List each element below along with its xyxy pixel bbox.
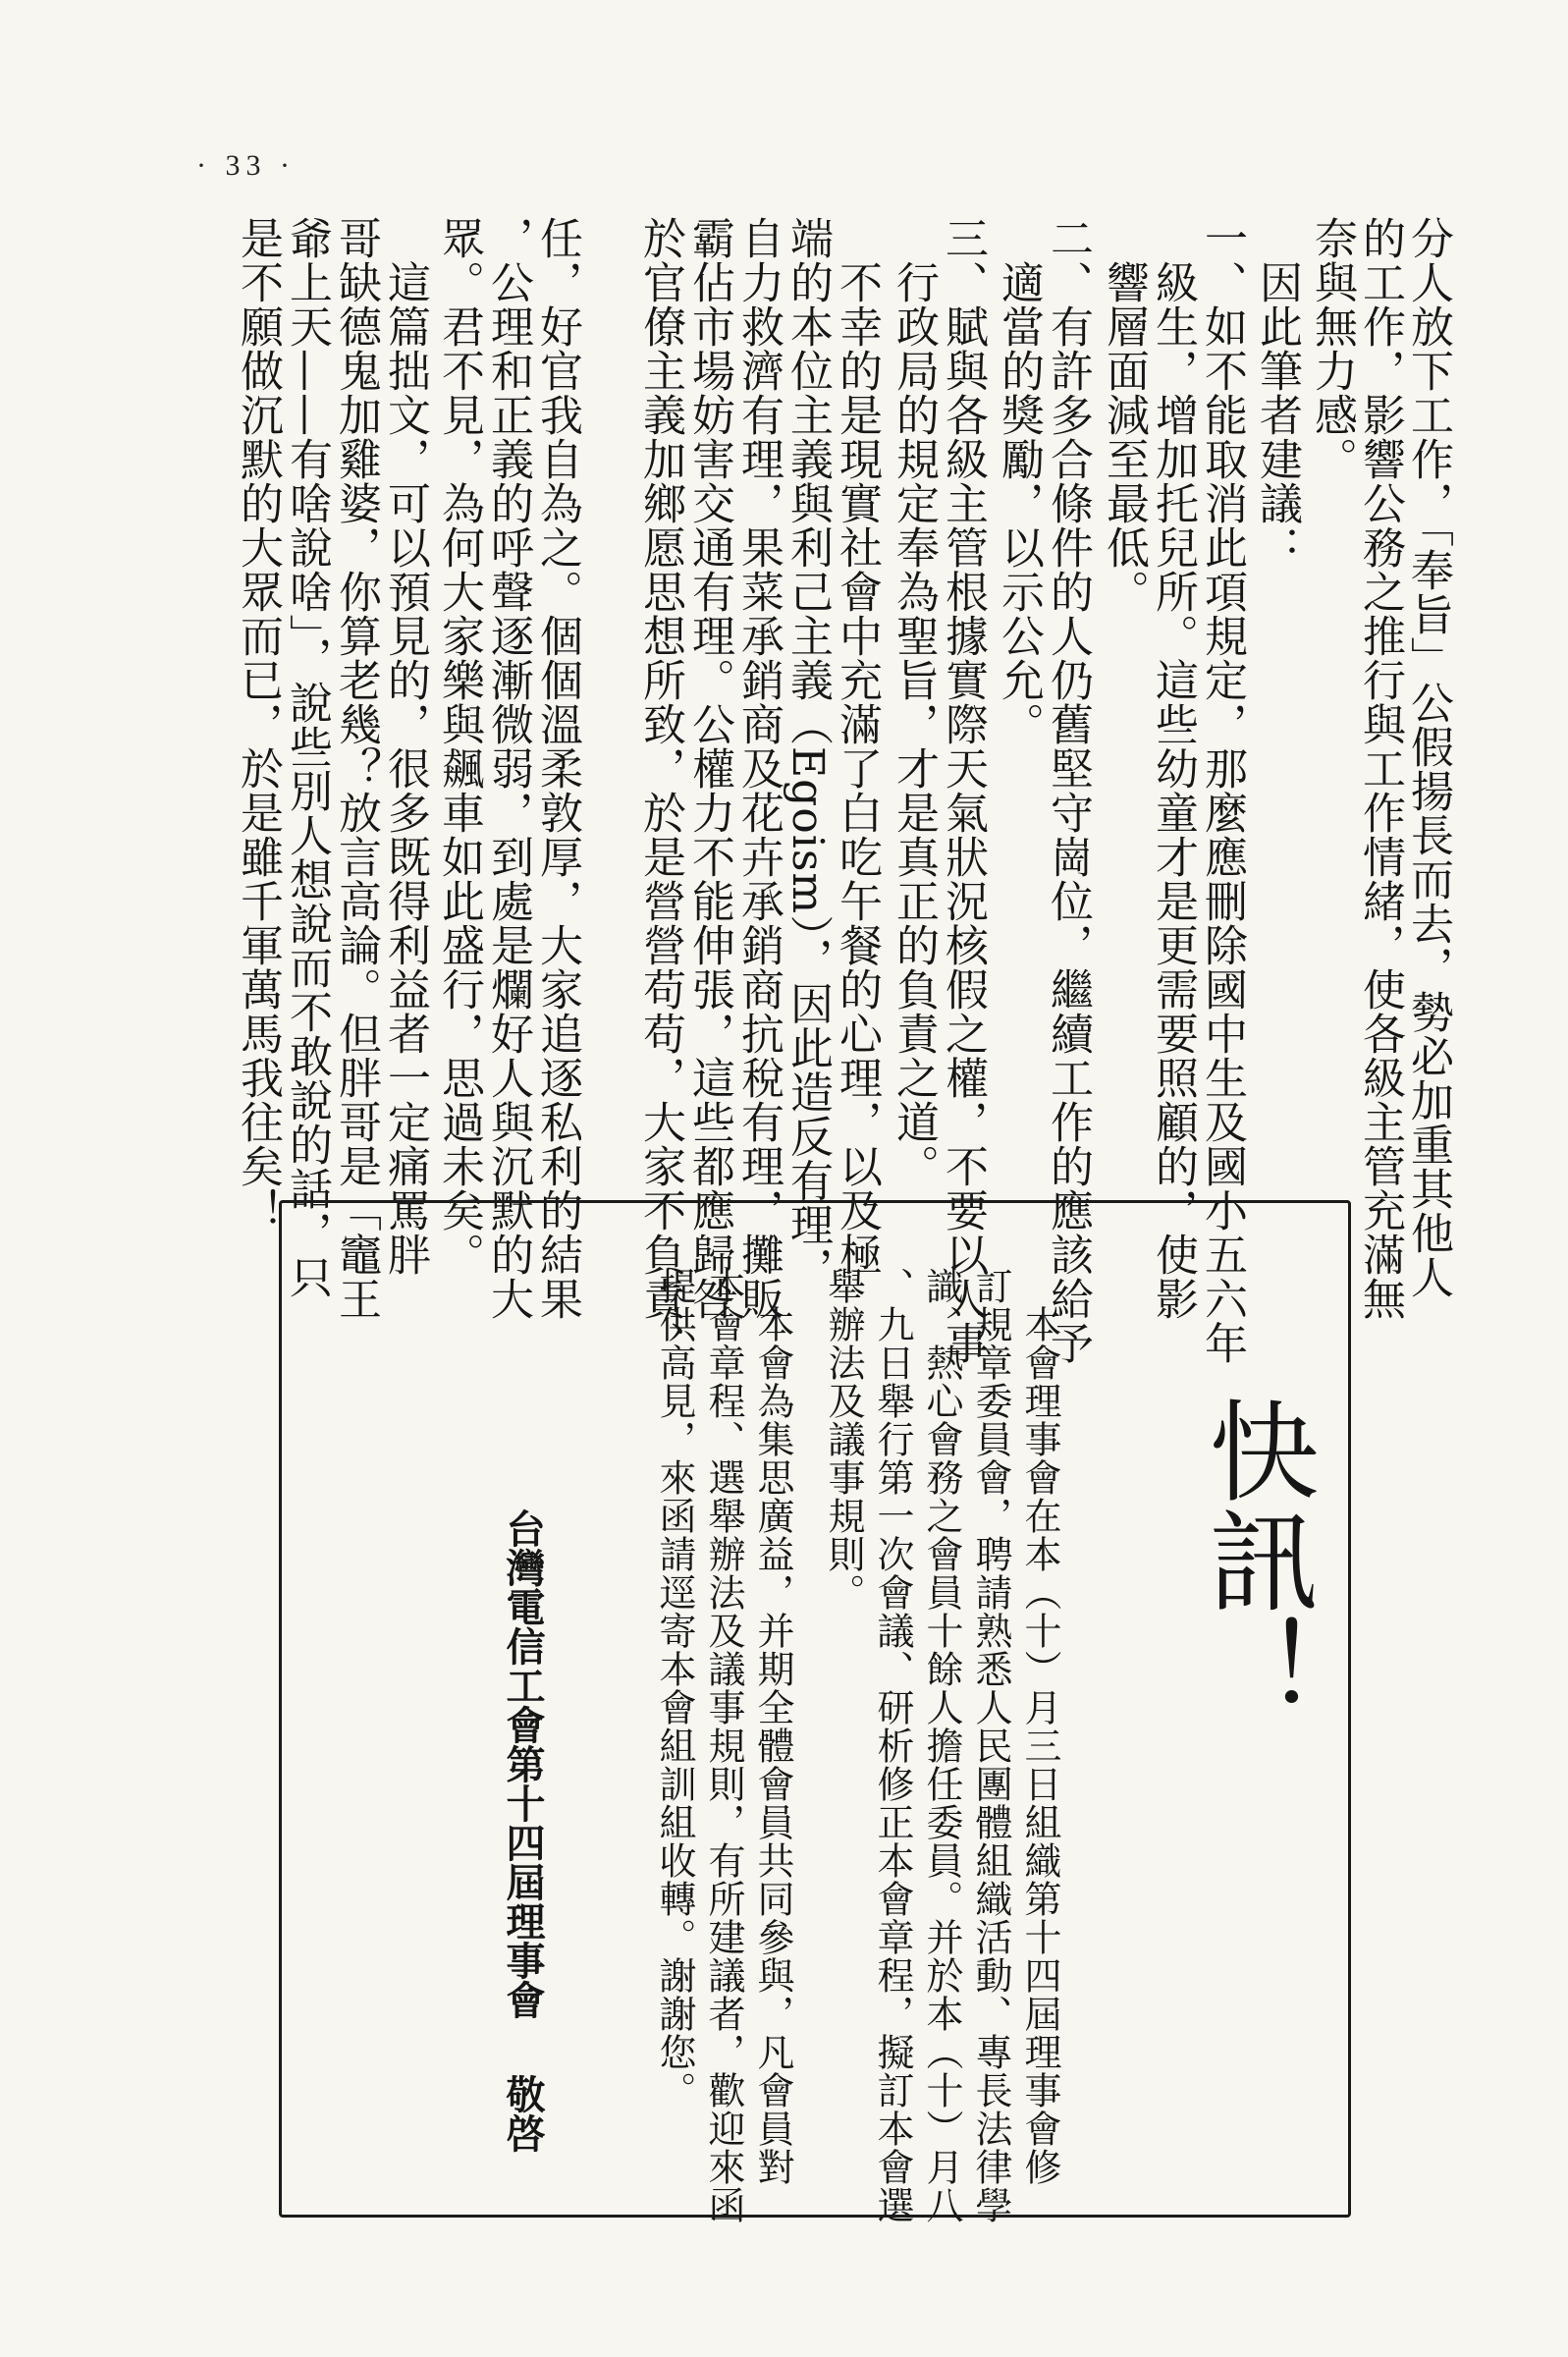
body-column-10: 三、賦與各級主管根據實際天氣狀況核假之權，不要以人事 — [938, 216, 988, 1365]
notice-column-2: 訂規章委員會，聘請熟悉人民團體組織活動、專長法律學 — [969, 1267, 1012, 2224]
body-column-9: 適當的獎勵，以示公允。 — [994, 216, 1044, 746]
body-column-19: 眾。君不見，為何大家樂與飆車如此盛行，思過未矣。 — [434, 216, 484, 1277]
signature-organization: 台灣電信工會第十四屆理事會 — [500, 1508, 545, 2019]
body-column-2: 的工作，影響公務之推行與工作情緒，使各級主管充滿無 — [1355, 216, 1405, 1321]
body-column-17: 任，好官我自為之。個個溫柔敦厚，大家追逐私利的結果 — [532, 216, 582, 1321]
page-number: · 33 · — [196, 149, 296, 182]
body-column-23: 是不願做沉默的大眾而已，於是雖千軍萬馬我往矣！ — [233, 216, 283, 1233]
notice-signature — [500, 1508, 545, 2153]
body-column-22: 爺上天——有啥說啥」，說些別人想說而不敢說的話，只 — [282, 216, 332, 1299]
body-column-13: 端的本位主義與利己主義（Egoism），因此造反有理， — [783, 216, 833, 1291]
body-column-12: 不幸的是現實社會中充滿了白吃午餐的心理，以及極 — [832, 216, 882, 1277]
notice-column-4: 、九日舉行第一次會議、研析修正本會章程，擬訂本會選 — [871, 1267, 914, 2224]
body-column-14: 自力救濟有理，果菜承銷商及花卉承銷商抗稅有理，攤販 — [733, 216, 784, 1321]
body-column-21: 哥缺德鬼加雞婆，你算老幾？放言高論。但胖哥是「竈王 — [331, 216, 381, 1321]
notice-column-5: 舉辦法及議事規則。 — [822, 1267, 865, 1612]
body-column-3: 奈與無力感。 — [1307, 216, 1357, 481]
notice-title: 快訊！ — [1191, 1395, 1319, 1725]
body-column-16: 於官僚主義加鄉愿思想所致，於是營營苟苟，大家不負責、 — [635, 216, 685, 1365]
body-column-20: 這篇拙文，可以預見的，很多既得利益者一定痛罵胖 — [380, 216, 430, 1277]
body-column-5: 一、如不能取消此項規定，那麼應刪除國中生及國小五六年 — [1197, 216, 1247, 1365]
body-column-1: 分人放下工作，「奉旨」公假揚長而去，勢必加重其他人 — [1403, 216, 1453, 1299]
notice-column-3: 識、熱心會務之會員十餘人擔任委員。并於本（十）月八 — [920, 1267, 963, 2224]
body-column-15: 霸佔市場妨害交通有理。公權力不能伸張，這些都應歸咎 — [684, 216, 734, 1321]
body-column-18: ，公理和正義的呼聲逐漸微弱，到處是爛好人與沉默的大 — [483, 216, 533, 1321]
notice-column-1: 本會理事會在本（十）月三日組織第十四屆理事會修 — [1018, 1267, 1061, 2186]
body-column-11: 行政局的規定奉為聖旨，才是真正的負責之道。 — [889, 216, 939, 1188]
signature-respectfully: 敬啓 — [500, 2074, 545, 2153]
body-column-7: 響層面減至最低。 — [1099, 216, 1149, 614]
body-column-8: 二、有許多合條件的人仍舊堅守崗位，繼續工作的應該給予 — [1043, 216, 1093, 1365]
body-column-6: 級生，增加托兒所。這些幼童才是更需要照顧的，使影 — [1148, 216, 1198, 1321]
notice-column-8: 提供高見，來函請逕寄本會組訓組收轉。謝謝您。 — [653, 1267, 696, 2110]
body-column-4: 因此筆者建議： — [1252, 216, 1302, 570]
notice-column-6: 本會為集思廣益，并期全體會員共同參與，凡會員對 — [751, 1267, 794, 2186]
notice-column-7: 本會章程、選舉辦法及議事規則，有所建議者，歡迎來函 — [702, 1267, 745, 2224]
